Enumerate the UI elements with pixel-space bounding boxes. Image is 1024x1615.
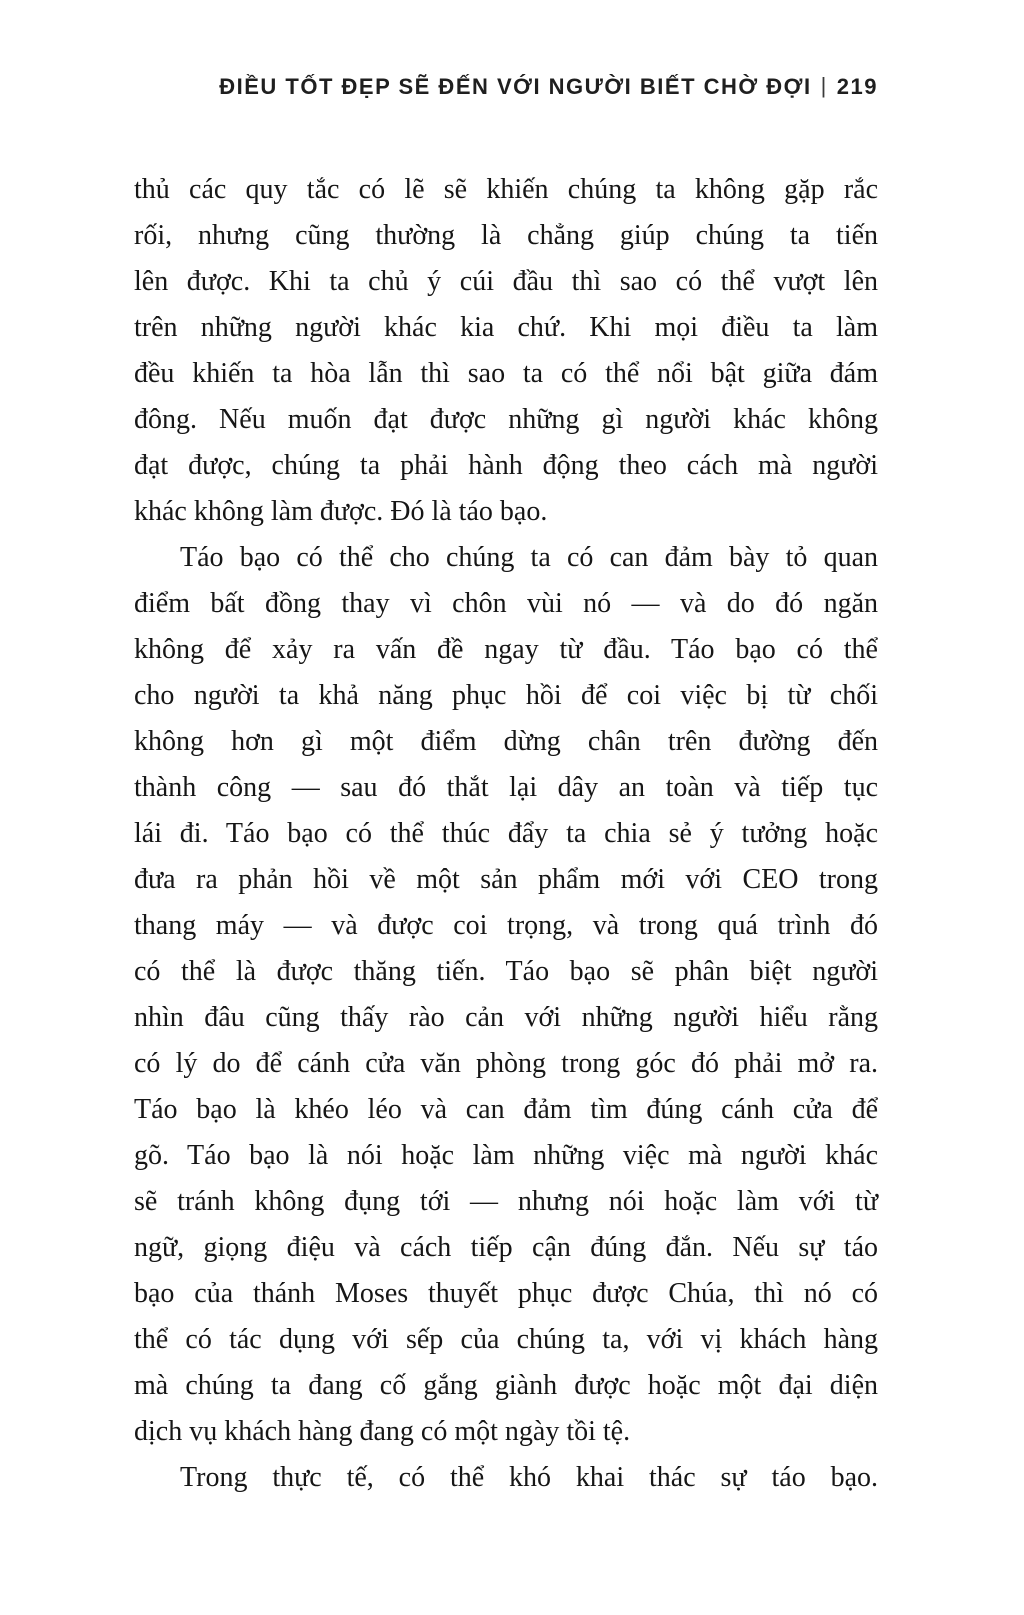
text-line: rối, nhưng cũng thường là chẳng giúp chúng ta tiến: [134, 220, 878, 251]
text-line: dịch vụ khách hàng đang có một ngày tồi tệ.: [134, 1416, 631, 1447]
paragraph: [134, 167, 878, 535]
text-line: thành công — sau đó thắt lại dây an toàn và tiếp tục: [134, 772, 878, 803]
text-line: ngữ, giọng điệu và cách tiếp cận đúng đắn. Nếu sự táo: [134, 1232, 878, 1263]
text-line: cho người ta khả năng phục hồi để coi việc bị từ chối: [134, 680, 878, 711]
page-body: [134, 167, 878, 1501]
paragraph: [134, 535, 878, 1455]
text-line: mà chúng ta đang cố gắng giành được hoặc một đại diện: [134, 1370, 878, 1401]
text-line: không hơn gì một điểm dừng chân trên đường đến: [134, 726, 878, 757]
text-line: đông. Nếu muốn đạt được những gì người khác không: [134, 404, 878, 435]
text-line: thể có tác dụng với sếp của chúng ta, với vị khách hàng: [134, 1324, 878, 1355]
text-line: đưa ra phản hồi về một sản phẩm mới với CEO trong: [134, 864, 878, 895]
text-line: lái đi. Táo bạo có thể thúc đẩy ta chia sẻ ý tưởng hoặc: [134, 818, 878, 849]
text-line: thang máy — và được coi trọng, và trong quá trình đó: [134, 910, 878, 941]
page-number: 219: [836, 74, 878, 99]
paragraph: [134, 1455, 878, 1501]
text-line: thủ các quy tắc có lẽ sẽ khiến chúng ta không gặp rắc: [134, 174, 878, 205]
text-line: đều khiến ta hòa lẫn thì sao ta có thể nổi bật giữa đám: [134, 358, 878, 389]
header-separator: |: [820, 73, 828, 98]
text-line: không để xảy ra vấn đề ngay từ đầu. Táo bạo có thể: [134, 634, 878, 665]
running-title: ĐIỀU TỐT ĐẸP SẼ ĐẾN VỚI NGƯỜI BIẾT CHỜ ĐỢI: [219, 74, 812, 99]
text-line: khác không làm được. Đó là táo bạo.: [134, 496, 548, 527]
running-header: [134, 74, 878, 100]
text-line: bạo của thánh Moses thuyết phục được Chúa, thì nó có: [134, 1278, 878, 1309]
text-line: Trong thực tế, có thể khó khai thác sự táo bạo.: [180, 1462, 878, 1493]
text-line: Táo bạo có thể cho chúng ta có can đảm bày tỏ quan: [180, 542, 878, 573]
text-line: có thể là được thăng tiến. Táo bạo sẽ phân biệt người: [134, 956, 878, 987]
text-line: có lý do để cánh cửa văn phòng trong góc đó phải mở ra.: [134, 1048, 878, 1079]
text-line: điểm bất đồng thay vì chôn vùi nó — và do đó ngăn: [134, 588, 878, 619]
text-line: lên được. Khi ta chủ ý cúi đầu thì sao có thể vượt lên: [134, 266, 878, 297]
text-line: đạt được, chúng ta phải hành động theo cách mà người: [134, 450, 878, 481]
text-line: sẽ tránh không đụng tới — nhưng nói hoặc làm với từ: [134, 1186, 878, 1217]
text-line: trên những người khác kia chứ. Khi mọi điều ta làm: [134, 312, 878, 343]
text-line: Táo bạo là khéo léo và can đảm tìm đúng cánh cửa để: [134, 1094, 878, 1125]
text-line: gõ. Táo bạo là nói hoặc làm những việc mà người khác: [134, 1140, 878, 1171]
text-line: nhìn đâu cũng thấy rào cản với những người hiểu rằng: [134, 1002, 878, 1033]
